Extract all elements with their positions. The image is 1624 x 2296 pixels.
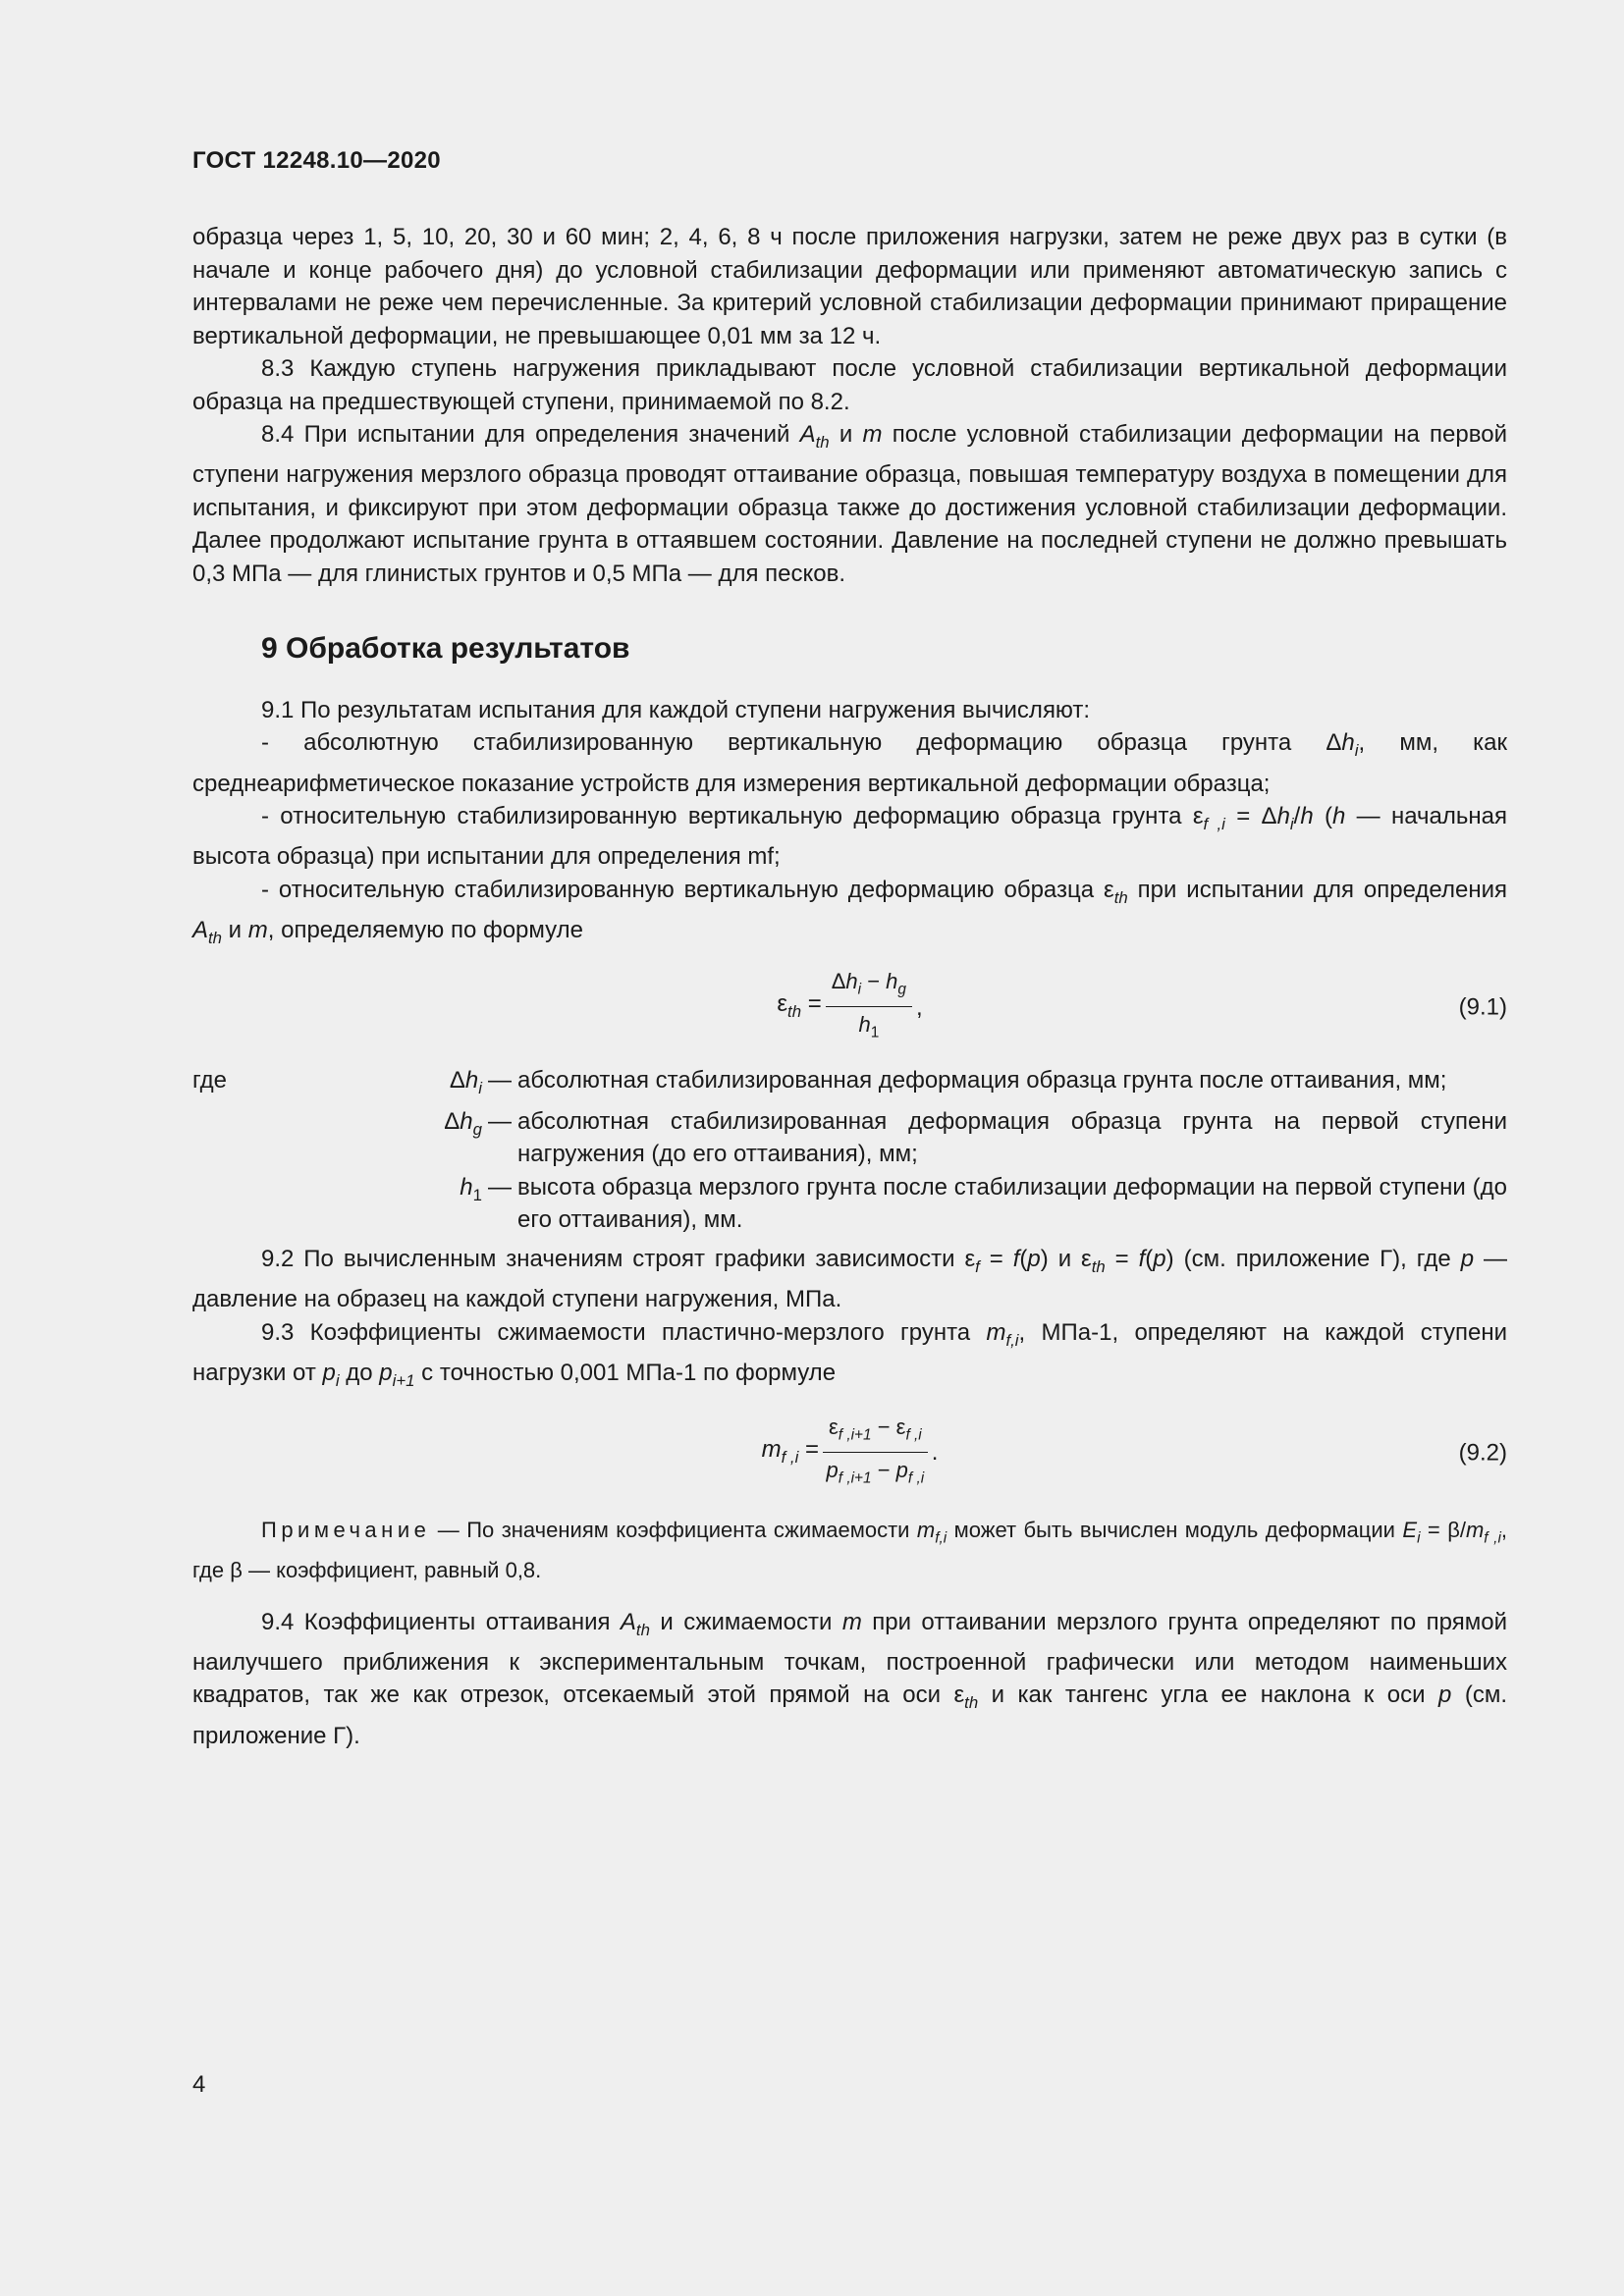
bullet-absolute-deformation: - абсолютную стабилизированную вертикальную деформацию образца грунта $\Delta h_i$, мм, как среднеарифметическое показание устройств для измерения вертикальной деформации образца; xyxy=(192,729,1507,797)
paragraph-9-1: 9.1 По результатам испытания для каждой ступени нагружения вычисляют: xyxy=(261,696,1091,723)
formula-number: (9.1) xyxy=(1458,993,1507,1021)
definition-row: $h_1$ — высота образца мерзлого грунта после стабилизации деформации на первой ступени (до его оттаивания), мм. xyxy=(460,1173,1507,1234)
formula-number: (9.2) xyxy=(1458,1439,1507,1467)
bullet-relative-deformation: - относительную стабилизированную вертикальную деформацию образца грунта $\varepsilon_{f ,i} = \Delta h_i/h$ (h — начальная высота образца) при испытании для определения mf; xyxy=(192,803,1508,871)
formula-9-2 xyxy=(192,1413,1507,1493)
section-title: 9 Обработка результатов xyxy=(261,632,630,666)
formula-9-1 xyxy=(192,964,1507,1050)
paragraph-9-4: 9.4 Коэффициенты оттаивания $A_{th}$ и сжимаемости m при оттаивании мерзлого грунта определяют по прямой наилучшего приближения к экспериментальным точкам, построенной графически или методом наименьших квадратов, так же как отрезок, отсекаемый этой прямой на оси $\varepsilon_{th}$ и как тангенс угла ее наклона к оси p (см. приложение Г). xyxy=(192,1608,1508,1749)
symbol-definitions xyxy=(192,1064,1507,1236)
definition-row: $\Delta h_g$ — абсолютная стабилизированная деформация образца грунта на первой ступени нагружения (до его оттаивания), мм; xyxy=(444,1107,1507,1168)
page-number: 4 xyxy=(192,2071,206,2098)
formula-9-2-expression: $m_{f ,i}$ = $\frac{\varepsilon_{f ,i+1} - \varepsilon_{f ,i}}{p_{f ,i+1} - p_{f ,i}}$ . xyxy=(761,1414,939,1487)
paragraph-8-4: 8.4 При испытании для определения значений $A_{th}$ и m после условной стабилизации деформации на первой ступени нагружения мерзлого образца проводят оттаивание образца, повышая температуру воздуха в помещении для испытания, и фиксируют при этом деформации образца также до достижения условной стабилизации деформации. Далее продолжают испытание грунта в оттаявшем состоянии. Давление на последней ступени не должно превышать 0,3 МПа — для глинистых грунтов и 0,5 МПа — для песков. xyxy=(192,421,1507,587)
bullet-relative-deformation-thaw: - относительную стабилизированную вертикальную деформацию образца $\varepsilon_{th}$ при испытании для определения $A_{th}$ и m, определяемую по формуле xyxy=(192,876,1507,947)
definition-row: где $\Delta h_i$ — абсолютная стабилизированная деформация образца грунта после оттаивания, мм; xyxy=(192,1067,1447,1098)
paragraph-continuation: образца через 1, 5, 10, 20, 30 и 60 мин; 2, 4, 6, 8 ч после приложения нагрузки, затем не реже двух раз в сутки (в начале и конце рабочего дня) до условной стабилизации деформации или применяют автоматическую запись с интервалами не реже чем перечисленные. За критерий условной стабилизации деформации принимают приращение вертикальной деформации, не превышающее 0,01 мм за 12 ч. xyxy=(192,224,1507,349)
note: Примечание — По значениям коэффициента сжимаемости $m_{f,i}$ может быть вычислен модуль деформации $E_i = \beta/m_{f ,i}$, где β — коэффициент, равный 0,8. xyxy=(192,1518,1507,1582)
paragraph-9-2: 9.2 По вычисленным значениям строят графики зависимости $\varepsilon_f = f(p)$ и $\varepsilon_{th} = f(p)$ (см. приложение Г), где p — давление на образец на каждой ступени нагружения, МПа. xyxy=(192,1245,1507,1313)
formula-9-1-expression: $\varepsilon_{th}$ = $\frac{\Delta h_i - h_g}{h_1}$ , xyxy=(777,969,923,1041)
document-header: ГОСТ 12248.10—2020 xyxy=(192,147,441,174)
paragraph-9-3: 9.3 Коэффициенты сжимаемости пластично-мерзлого грунта $m_{f,i}$, МПа-1, определяют на каждой ступени нагрузки от $p_i$ до $p_{i+1}$ с точностью 0,001 МПа-1 по формуле xyxy=(192,1318,1507,1390)
page-body xyxy=(192,221,1507,1752)
paragraph-8-3: 8.3 Каждую ступень нагружения прикладывают после условной стабилизации вертикальной деформации образца на предшествующей ступени, принимаемой по 8.2. xyxy=(192,355,1507,415)
